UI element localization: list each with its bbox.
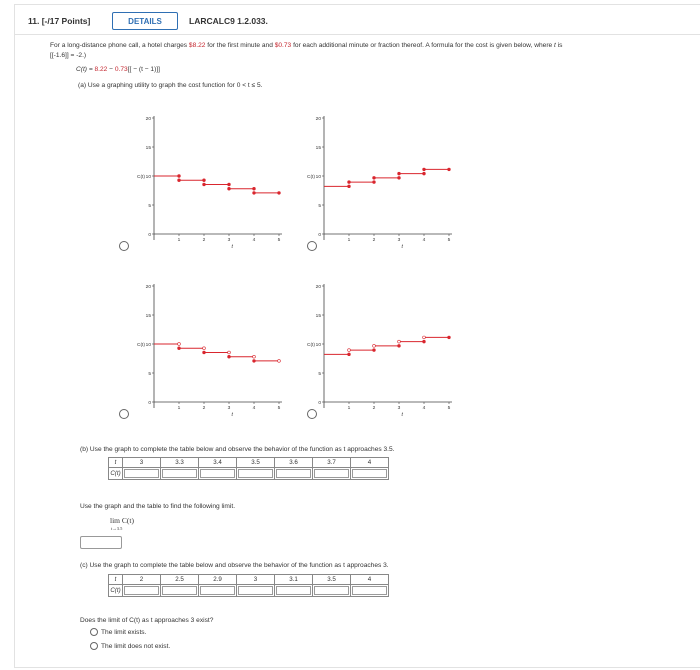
graph-option-2-radio[interactable]: [307, 241, 317, 251]
graph-option-4-radio[interactable]: [307, 409, 317, 419]
formula-base: 8.22: [94, 66, 108, 73]
part-a-prompt: (a) Use a graphing utility to graph the cost function for 0 < t ≤ 5.: [78, 82, 263, 89]
details-button[interactable]: DETAILS: [112, 12, 178, 30]
step-left-endpoint: [228, 187, 231, 190]
x-tick-label: 2: [372, 406, 376, 411]
step-left-endpoint: [348, 181, 351, 184]
step-right-endpoint: [348, 353, 351, 356]
y-tick-label: 0: [148, 232, 151, 238]
step-right-endpoint: [228, 351, 231, 354]
y-tick-label: 15: [315, 145, 321, 151]
c-cell: [199, 585, 237, 597]
c-value-input[interactable]: [314, 469, 349, 478]
graph-option-3: [124, 272, 304, 422]
step-left-endpoint: [373, 176, 376, 179]
graph-option-1: [124, 104, 304, 254]
step-left-endpoint: [203, 183, 206, 186]
limit-exists-label: The limit exists.: [101, 629, 147, 636]
y-tick-label: 20: [145, 284, 151, 290]
y-tick-label: 10: [315, 174, 321, 180]
x-tick-label: 4: [422, 406, 426, 411]
x-tick-label: 4: [252, 406, 256, 411]
t-value: 3.3: [161, 458, 199, 468]
y-tick-label: 15: [145, 145, 151, 151]
formula-lhs: C(t) =: [76, 66, 95, 73]
formula-minus: −: [107, 66, 115, 73]
c-cell: [313, 468, 351, 480]
intro-text-c: for each additional minute or fraction thereof. A formula for the cost is given below, where: [291, 42, 555, 49]
x-tick-label: 5: [447, 238, 451, 243]
step-right-endpoint: [398, 176, 401, 179]
c-value-input[interactable]: [276, 586, 311, 595]
t-value: 3.4: [199, 458, 237, 468]
limit-expression: lim C(t): [110, 516, 134, 525]
step-right-endpoint: [253, 355, 256, 358]
x-axis-label: t: [401, 412, 403, 418]
step-right-endpoint: [178, 175, 181, 178]
c-value-input[interactable]: [162, 586, 197, 595]
step-right-endpoint: [423, 340, 426, 343]
x-tick-label: 2: [202, 238, 206, 243]
y-tick-label: 10: [145, 174, 151, 180]
formula-rate: 0.73: [114, 66, 128, 73]
question-header: [15, 5, 700, 35]
t-value: 3.5: [313, 575, 351, 585]
part-b-prompt: (b) Use the graph to complete the table below and observe the behavior of the function as t approaches 3.5.: [80, 446, 395, 453]
c-cell: [123, 468, 161, 480]
y-axis-label: C(t): [137, 175, 145, 180]
y-axis-label: C(t): [137, 343, 145, 348]
problem-id: LARCALC9 1.2.033.: [189, 16, 268, 26]
step-right-endpoint: [373, 181, 376, 184]
x-axis-label: t: [401, 244, 403, 250]
y-tick-label: 0: [148, 400, 151, 406]
step-right-endpoint: [448, 336, 451, 339]
x-axis-label: t: [231, 244, 233, 250]
step-left-endpoint: [203, 351, 206, 354]
step-left-endpoint: [178, 179, 181, 182]
x-tick-label: 4: [422, 238, 426, 243]
limit-not-exist-label: The limit does not exist.: [101, 643, 171, 650]
t-value: 4: [351, 575, 389, 585]
c-header: C(t): [109, 585, 123, 597]
c-value-input[interactable]: [124, 586, 159, 595]
step-left-endpoint: [423, 168, 426, 171]
step-right-endpoint: [278, 192, 281, 195]
c-cell: [237, 585, 275, 597]
x-tick-label: 1: [177, 238, 181, 243]
intro-text-a: For a long-distance phone call, a hotel charges: [50, 42, 189, 49]
step-right-endpoint: [228, 183, 231, 186]
step-left-endpoint: [253, 360, 256, 363]
t-value: 4: [351, 458, 389, 468]
y-tick-label: 20: [145, 116, 151, 122]
c-cell: [351, 585, 389, 597]
x-tick-label: 1: [347, 406, 351, 411]
y-tick-label: 5: [148, 371, 151, 377]
table-row: [109, 575, 389, 585]
limit-answer-input[interactable]: [80, 536, 122, 549]
x-tick-label: 4: [252, 238, 256, 243]
y-tick-label: 0: [318, 400, 321, 406]
c-value-input[interactable]: [238, 469, 273, 478]
step-right-endpoint: [253, 187, 256, 190]
table-row: [109, 458, 389, 468]
y-tick-label: 20: [315, 116, 321, 122]
step-left-endpoint: [228, 355, 231, 358]
y-axis-label: C(t): [307, 343, 315, 348]
c-header: C(t): [109, 468, 123, 480]
step-right-endpoint: [278, 360, 281, 363]
y-tick-label: 10: [315, 342, 321, 348]
step-right-endpoint: [178, 343, 181, 346]
part-c-prompt: (c) Use the graph to complete the table below and observe the behavior of the function as t approaches 3.: [80, 562, 389, 569]
step-right-endpoint: [398, 344, 401, 347]
step-right-endpoint: [423, 172, 426, 175]
y-tick-label: 0: [318, 232, 321, 238]
step-right-endpoint: [203, 179, 206, 182]
intro-line-1: [50, 42, 562, 49]
limit-prompt: Use the graph and the table to find the following limit.: [80, 503, 236, 510]
c-value-input[interactable]: [238, 586, 273, 595]
x-tick-label: 3: [227, 238, 231, 243]
c-value-input[interactable]: [200, 469, 235, 478]
step-left-endpoint: [398, 340, 401, 343]
graph-option-4: [294, 272, 494, 422]
t-value: 2.5: [161, 575, 199, 585]
y-tick-label: 15: [145, 313, 151, 319]
t-value: 3.7: [313, 458, 351, 468]
x-tick-label: 5: [277, 406, 281, 411]
x-tick-label: 1: [347, 238, 351, 243]
intro-text-d: is: [555, 42, 563, 49]
intro-line-2: [[-1.6]] = -2.): [50, 52, 87, 59]
graph-option-2: [294, 104, 494, 254]
t-value: 3.5: [237, 458, 275, 468]
y-tick-label: 15: [315, 313, 321, 319]
x-tick-label: 3: [227, 406, 231, 411]
part-b-table: [108, 457, 389, 480]
y-tick-label: 5: [318, 203, 321, 209]
y-tick-label: 5: [318, 371, 321, 377]
step-left-endpoint: [373, 344, 376, 347]
c-cell: [161, 468, 199, 480]
limit-subscript: t→3.5: [111, 526, 123, 531]
x-tick-label: 3: [397, 238, 401, 243]
c-value-input[interactable]: [352, 469, 387, 478]
step-left-endpoint: [423, 336, 426, 339]
c-cell: [123, 585, 161, 597]
step-left-endpoint: [398, 172, 401, 175]
t-header: t: [109, 458, 123, 468]
part-c-table: [108, 574, 389, 597]
step-left-endpoint: [348, 349, 351, 352]
step-right-endpoint: [448, 168, 451, 171]
step-right-endpoint: [203, 347, 206, 350]
graph-option-3-radio[interactable]: [119, 409, 129, 419]
cost-formula: [76, 66, 160, 73]
c-cell: [237, 468, 275, 480]
limit-not-exist-radio[interactable]: [90, 642, 98, 650]
table-row: [109, 468, 389, 480]
table-row: [109, 585, 389, 597]
x-tick-label: 5: [277, 238, 281, 243]
y-tick-label: 5: [148, 203, 151, 209]
x-tick-label: 1: [177, 406, 181, 411]
c-value-input[interactable]: [124, 469, 159, 478]
limit-exist-question: Does the limit of C(t) as t approaches 3 exist?: [80, 617, 214, 624]
step-left-endpoint: [178, 347, 181, 350]
c-cell: [199, 468, 237, 480]
step-right-endpoint: [373, 349, 376, 352]
t-value: 2.9: [199, 575, 237, 585]
x-tick-label: 2: [372, 238, 376, 243]
y-axis-label: C(t): [307, 175, 315, 180]
x-tick-label: 5: [447, 406, 451, 411]
c-cell: [161, 585, 199, 597]
c-cell: [275, 468, 313, 480]
c-value-input[interactable]: [200, 586, 235, 595]
t-header: t: [109, 575, 123, 585]
t-value: 3.1: [275, 575, 313, 585]
question-number: 11. [-/17 Points]: [28, 16, 91, 26]
c-cell: [351, 468, 389, 480]
formula-bracket: [[ − (t − 1)]]: [127, 66, 160, 73]
y-tick-label: 10: [145, 342, 151, 348]
limit-exists-radio[interactable]: [90, 628, 98, 636]
intro-text-b: for the first minute and: [205, 42, 275, 49]
intro-t-var: t: [554, 42, 556, 49]
step-right-endpoint: [348, 185, 351, 188]
graph-option-1-radio[interactable]: [119, 241, 129, 251]
x-axis-label: t: [231, 412, 233, 418]
t-value: 3: [123, 458, 161, 468]
step-left-endpoint: [253, 192, 256, 195]
c-value-input[interactable]: [162, 469, 197, 478]
t-value: 3: [237, 575, 275, 585]
first-minute-charge: $8.22: [188, 42, 206, 49]
additional-charge: $0.73: [274, 42, 292, 49]
t-value: 3.6: [275, 458, 313, 468]
x-tick-label: 2: [202, 406, 206, 411]
y-tick-label: 20: [315, 284, 321, 290]
x-tick-label: 3: [397, 406, 401, 411]
c-cell: [313, 585, 351, 597]
c-value-input[interactable]: [352, 586, 387, 595]
c-cell: [275, 585, 313, 597]
t-value: 2: [123, 575, 161, 585]
c-value-input[interactable]: [276, 469, 311, 478]
c-value-input[interactable]: [314, 586, 349, 595]
